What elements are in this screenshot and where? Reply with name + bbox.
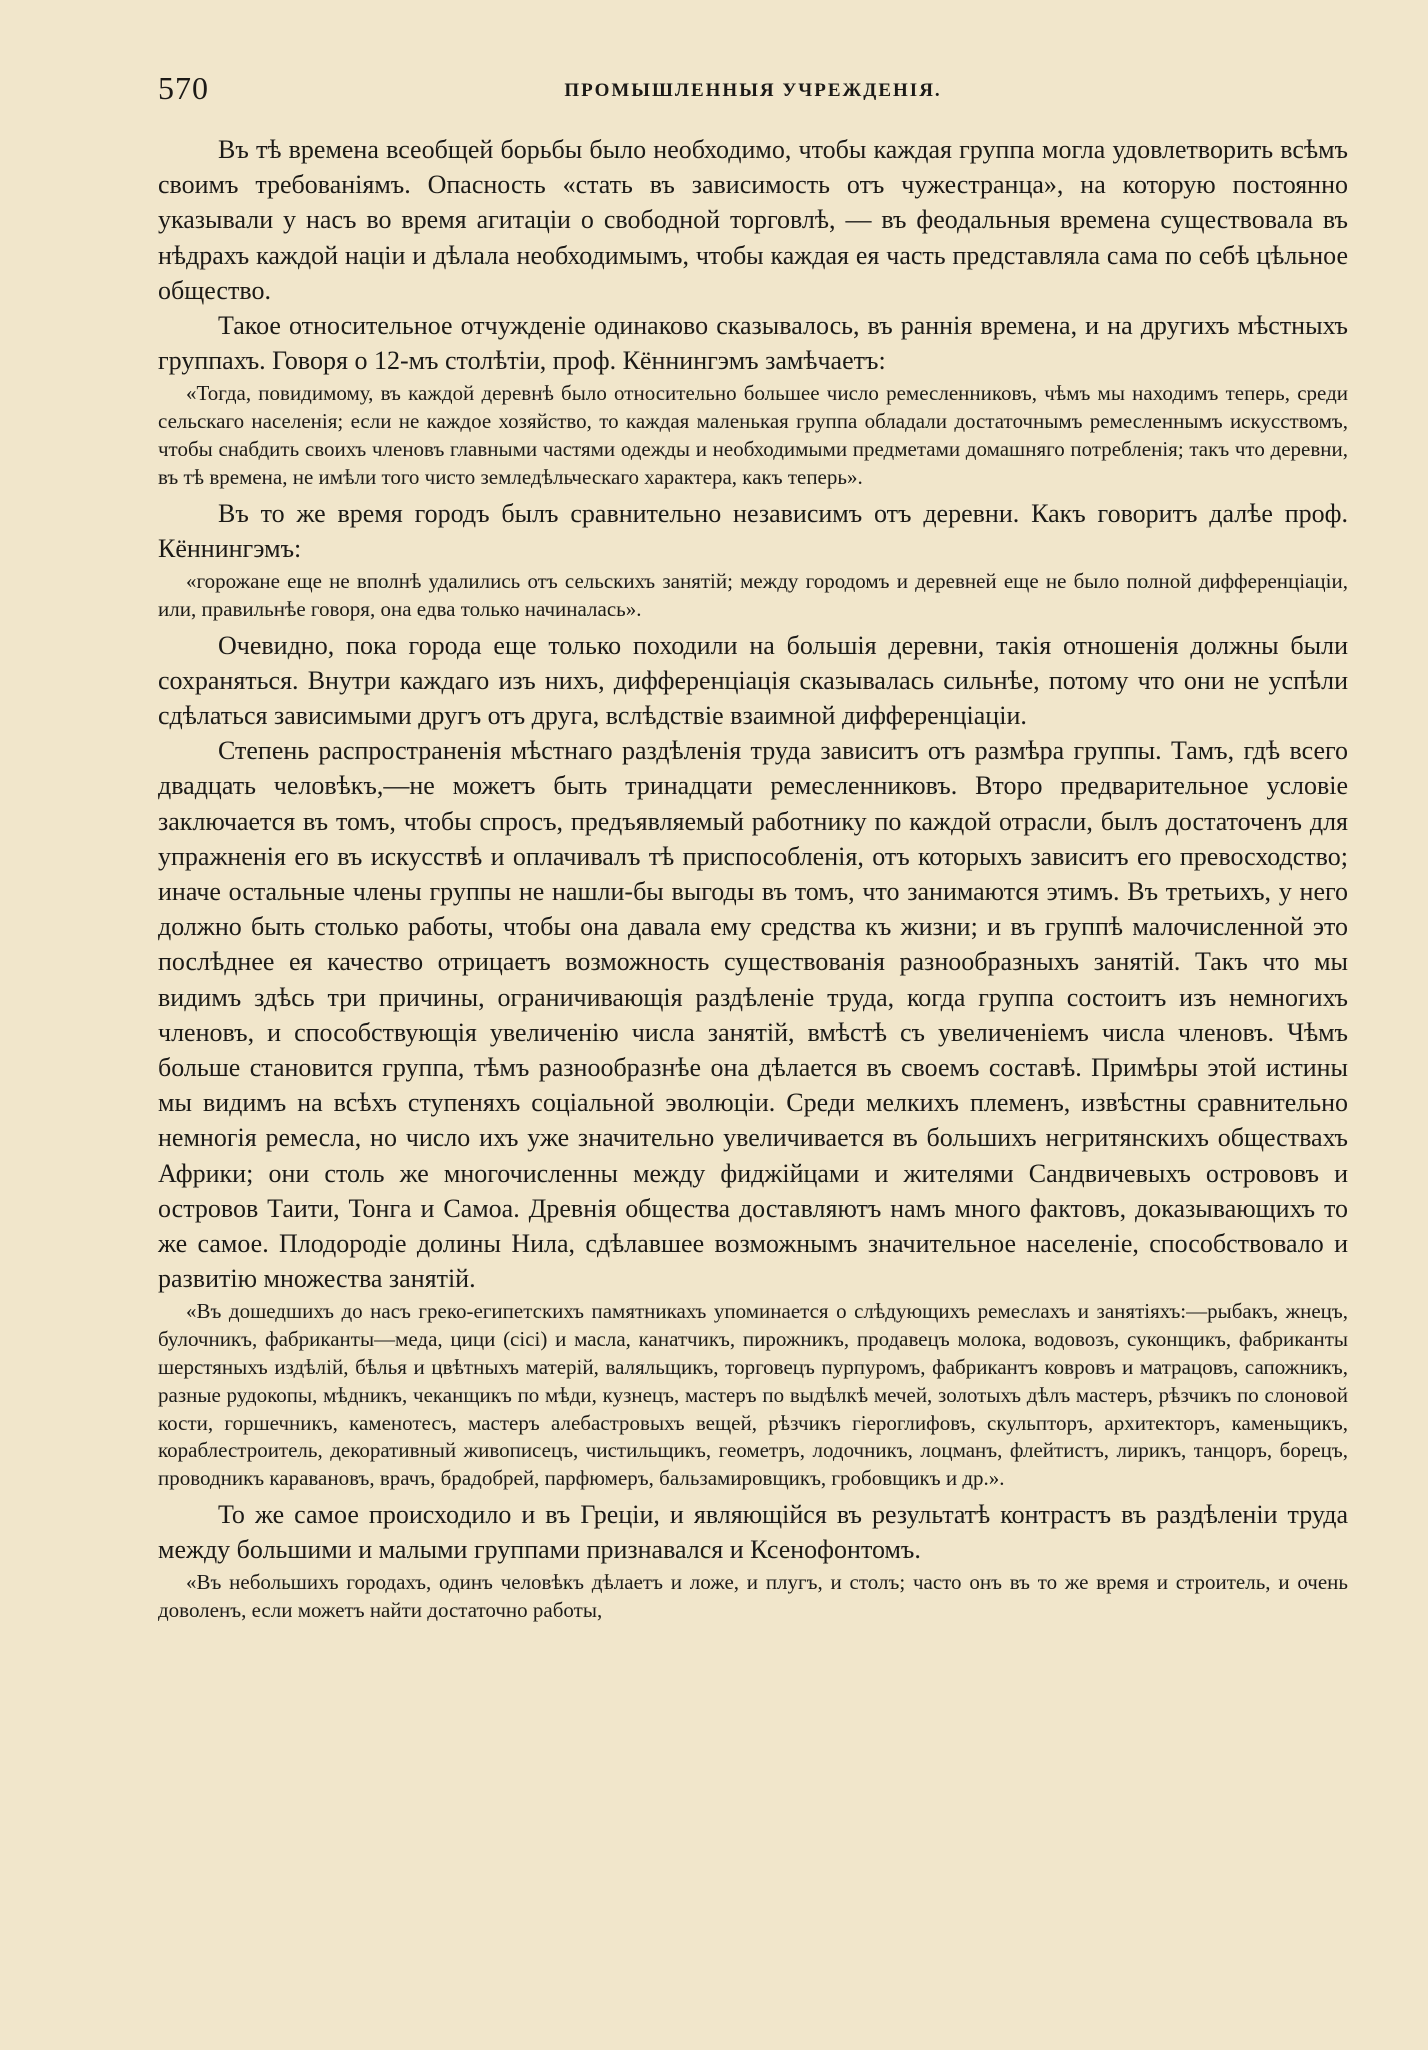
page-body (158, 132, 1348, 1629)
paragraph: То же самое происходило и въ Греціи, и являющійся въ результатѣ контрастъ въ раздѣленіи труда между большими и малыми группами признавался и Ксенофонтомъ. (158, 1500, 1348, 1565)
page-header (158, 70, 1348, 110)
page-number: 570 (158, 70, 209, 106)
paragraph: Такое относительное отчужденіе одинаково сказывалось, въ раннія времена, и на другихъ мѣстныхъ группахъ. Говоря о 12-мъ столѣтіи, проф. Кённингэмъ замѣчаетъ: (158, 311, 1348, 376)
running-title: ПРОМЫШЛЕННЫЯ УЧРЕЖДЕНІЯ. (564, 80, 942, 101)
paragraph: Степень распространенія мѣстнаго раздѣленія труда зависитъ отъ размѣра группы. Тамъ, гдѣ всего двадцать человѣкъ,—не можетъ быть тринадцати ремесленниковъ. Второ предварительное условіе заключается въ томъ, чтобы спросъ, предъявляемый работнику по каждой отрасли, былъ достаточенъ для упражненія его въ искусствѣ и оплачивалъ тѣ приспособленія, отъ которыхъ зависитъ его превосходство; иначе остальные члены группы не нашли-бы выгоды въ томъ, что занимаются этимъ. Въ третьихъ, у него должно быть столько работы, чтобы она давала ему средства къ жизни; и въ группѣ малочисленной это послѣднее ея качество отрицаетъ возможность существованія разнообразныхъ занятій. Такъ что мы видимъ здѣсь три причины, ограничивающія раздѣленіе труда, когда группа состоитъ изъ немногихъ членовъ, и способствующія увеличенію числа занятій, вмѣстѣ съ увеличеніемъ числа членовъ. Чѣмъ больше становится группа, тѣмъ разнообразнѣе она дѣлается въ своемъ составѣ. Примѣры этой истины мы видимъ на всѣхъ ступеняхъ соціальной эволюціи. Среди мелкихъ племенъ, извѣстны сравнительно немногія ремесла, но число ихъ уже значительно увеличивается въ большихъ негритянскихъ обществахъ Африки; они столь же многочисленны между фиджійцами и жителями Сандвичевыхъ острововъ и островов Таити, Тонга и Самоа. Древнія общества доставляютъ намъ много фактовъ, доказывающихъ то же самое. Плодородіе долины Нила, сдѣлавшее возможнымъ значительное населеніе, способствовало и развитію множества занятій. (158, 736, 1348, 1294)
block-quote: «горожане еще не вполнѣ удалились отъ сельскихъ занятій; между городомъ и деревней еще не было полной дифференціаціи, или, правильнѣе говоря, она едва только начиналась». (158, 569, 1348, 621)
paragraph: Очевидно, пока города еще только походили на большія деревни, такія отношенія должны были сохраняться. Внутри каждаго изъ нихъ, дифференціація сказывалась сильнѣе, потому что они не успѣли сдѣлаться зависимыми другъ отъ друга, вслѣдствіе взаимной дифференціаціи. (158, 630, 1348, 731)
block-quote: «Въ небольшихъ городахъ, одинъ человѣкъ дѣлаетъ и ложе, и плугъ, и столъ; часто онъ въ то же время и строитель, и очень доволенъ, если можетъ найти достаточно работы, (158, 1570, 1348, 1623)
block-quote: «Въ дошедшихъ до насъ греко-египетскихъ памятникахъ упоминается о слѣдующихъ ремеслахъ и занятіяхъ:—рыбакъ, жнецъ, булочникъ, фабриканты—меда, цици (сісі) и масла, канатчикъ, пирожникъ, продавецъ молока, водовозъ, суконщикъ, фабриканты шерстяныхъ издѣлій, бѣлья и цвѣтныхъ матерій, валяльщикъ, торговецъ пурпуромъ, фабрикантъ ковровъ и матрацовъ, сапожникъ, разные рудокопы, мѣдникъ, чеканщикъ по мѣди, кузнецъ, мастеръ по выдѣлкѣ мечей, золотыхъ дѣлъ мастеръ, рѣзчикъ по слоновой кости, горшечникъ, каменотесъ, мастеръ алебастровыхъ вещей, рѣзчикъ гіероглифовъ, скульпторъ, архитекторъ, каменьщикъ, кораблестроитель, декоративный живописецъ, чистильщикъ, геометръ, лодочникъ, лоцманъ, флейтистъ, лирикъ, танцоръ, борецъ, проводникъ каравановъ, врачъ, брадобрей, парфюмеръ, бальзамировщикъ, гробовщикъ и др.». (158, 1299, 1348, 1491)
block-quote: «Тогда, повидимому, въ каждой деревнѣ было относительно большее число ремесленниковъ, чѣмъ мы находимъ теперь, среди сельскаго населенія; если не каждое хозяйство, то каждая маленькая группа обладали достаточнымъ ремесленнымъ искусствомъ, чтобы снабдить своихъ членовъ главными частями одежды и необходимыми предметами домашняго потребленія; такъ что деревни, въ тѣ времена, не имѣли того чисто земледѣльческаго характера, какъ теперь». (158, 381, 1348, 489)
paragraph: Въ то же время городъ былъ сравнительно независимъ отъ деревни. Какъ говоритъ далѣе проф. Кённингэмъ: (158, 498, 1348, 563)
paragraph: Въ тѣ времена всеобщей борьбы было необходимо, чтобы каждая группа могла удовлетворить всѣмъ своимъ требованіямъ. Опасность «стать въ зависимость отъ чужестранца», на которую постоянно указывали у насъ во время агитаціи о свободной торговлѣ, — въ феодальныя времена существовала въ нѣдрахъ каждой націи и дѣлала необходимымъ, чтобы каждая ея часть представляла сама по себѣ цѣльное общество. (158, 135, 1348, 305)
